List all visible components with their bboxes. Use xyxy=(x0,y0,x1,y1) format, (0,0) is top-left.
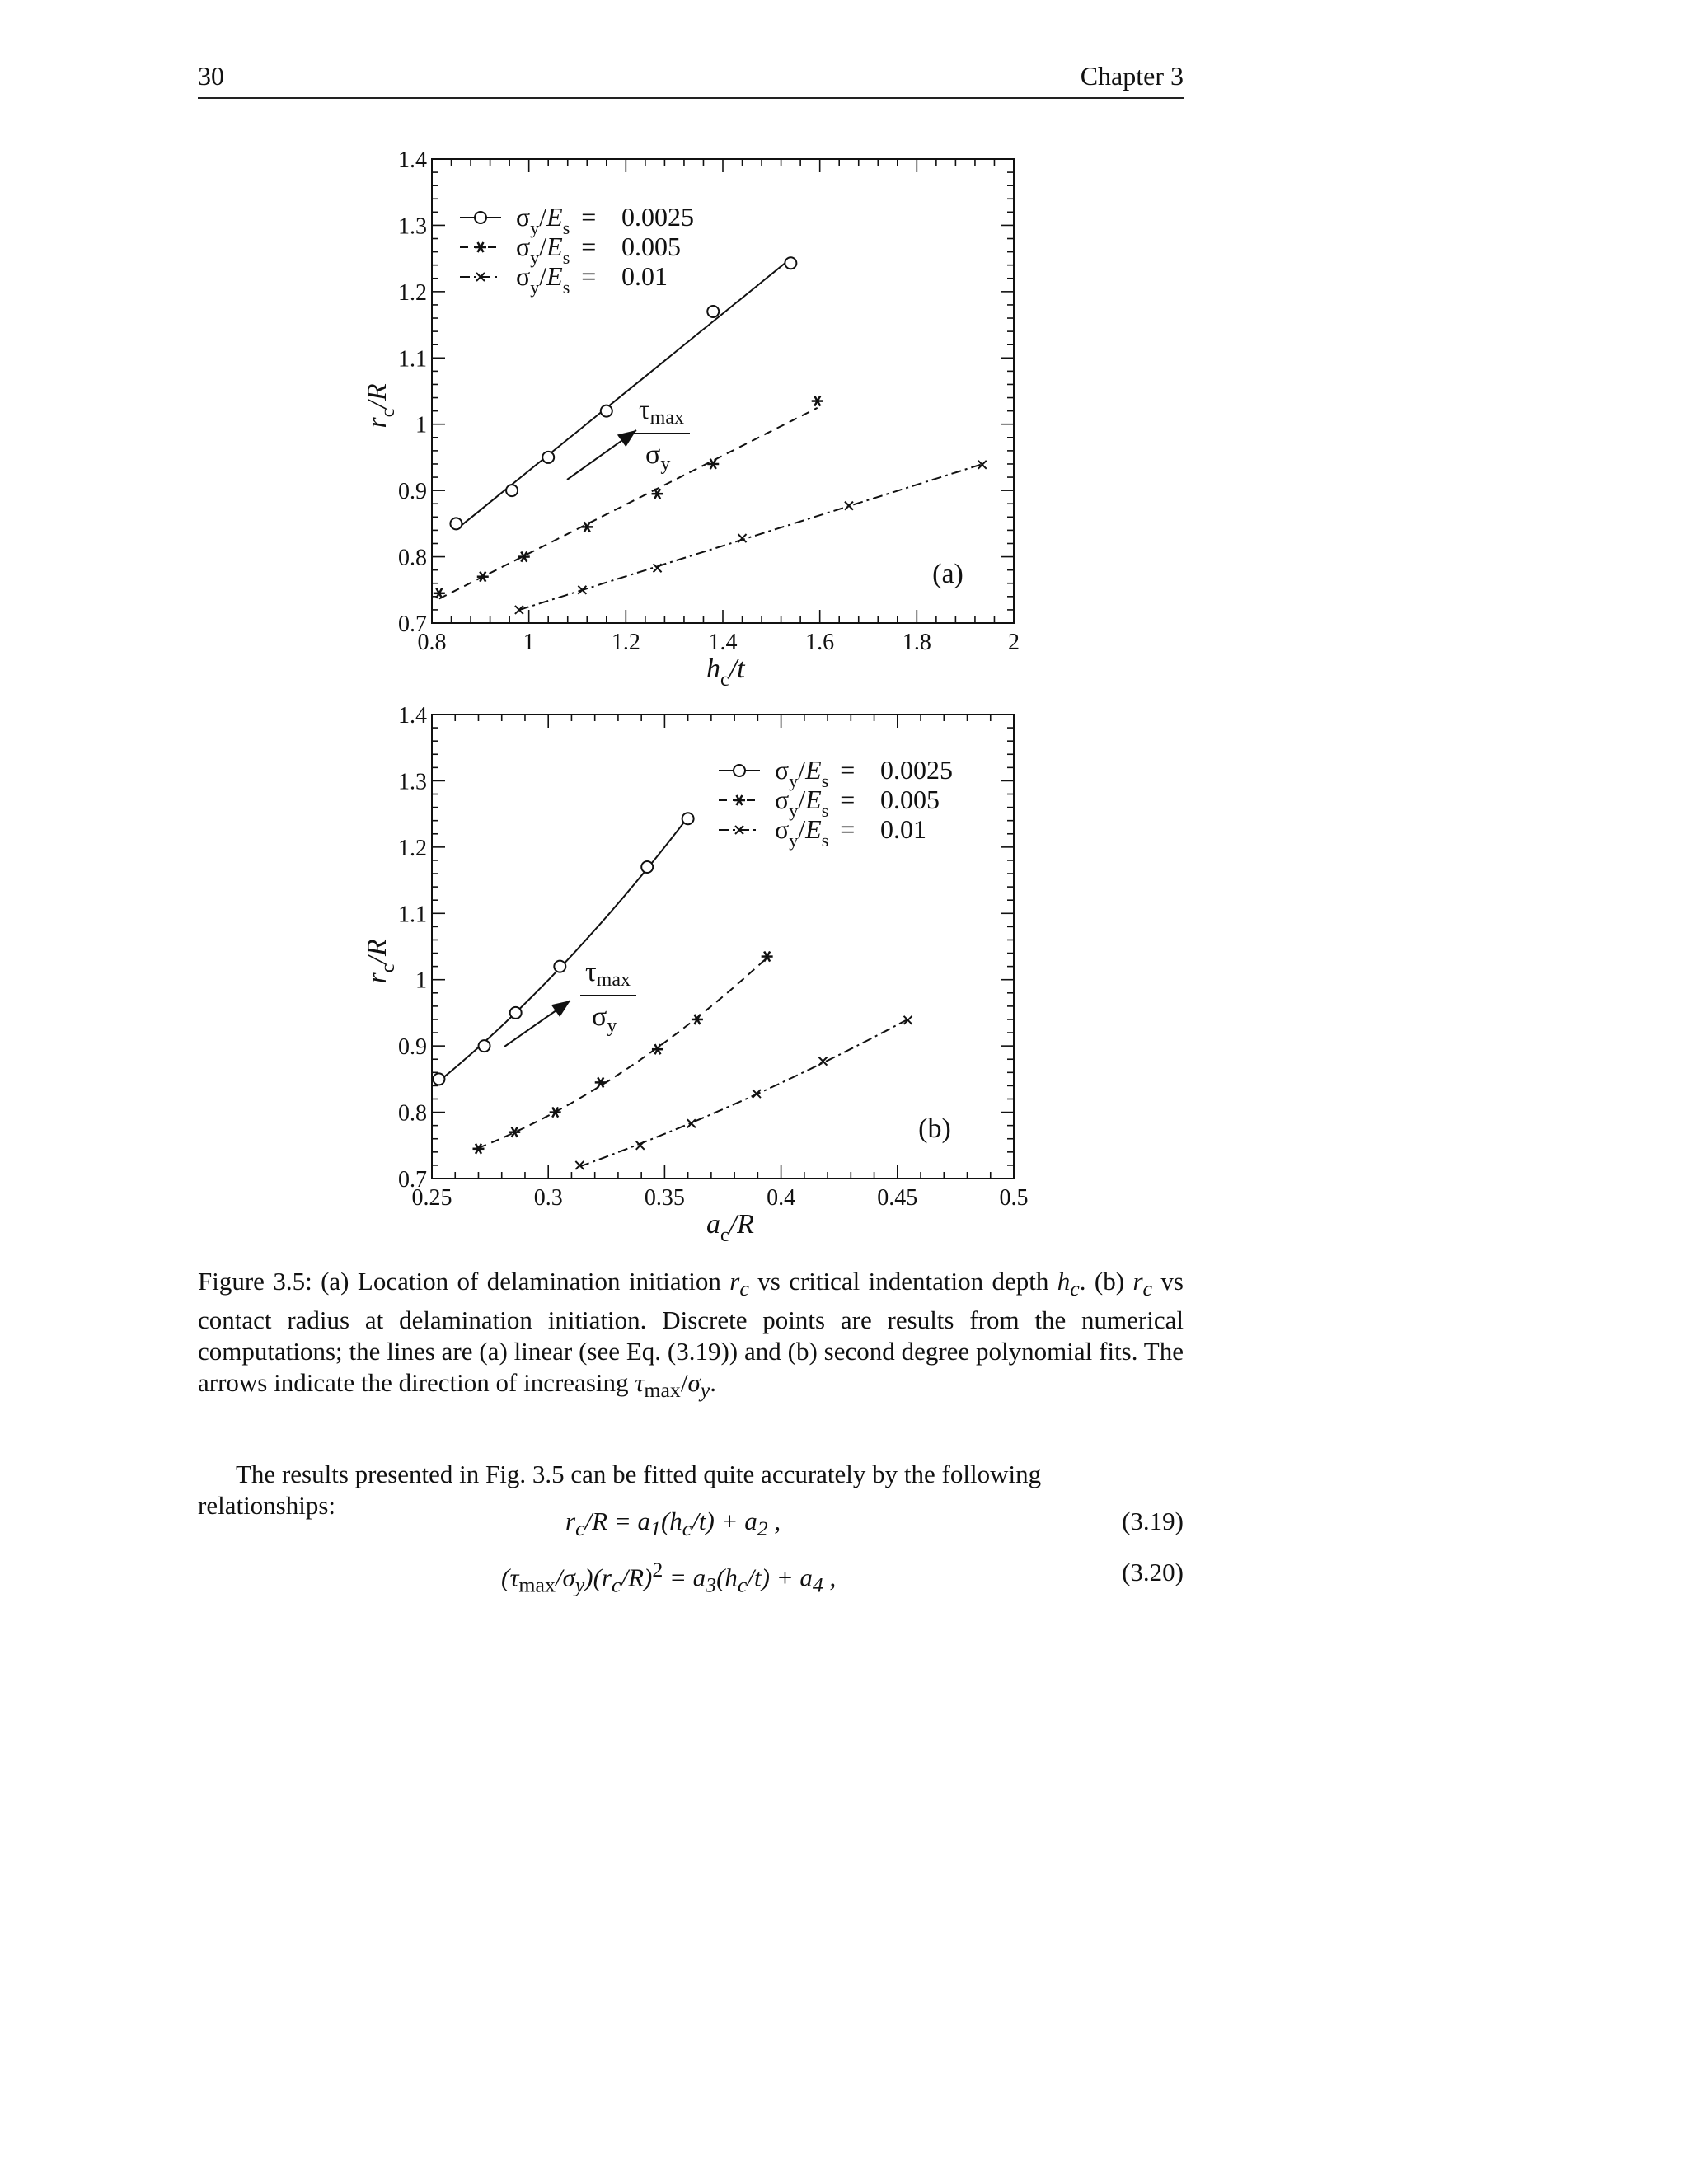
x-tick-label: 0.45 xyxy=(877,1185,918,1211)
data-point-circle xyxy=(682,813,694,824)
chapter-title: Chapter 3 xyxy=(1080,61,1184,91)
x-tick-label: 1.6 xyxy=(805,630,835,655)
caption-label: Figure 3.5: xyxy=(198,1267,312,1296)
legend-label: $\sigma_y/E_s$ = xyxy=(516,261,597,298)
data-point-star xyxy=(762,952,773,962)
y-tick-label: 1 xyxy=(415,968,427,994)
legend-value: 0.01 xyxy=(880,814,926,844)
y-tick-label: 1.3 xyxy=(398,213,427,240)
y-tick-label: 0.8 xyxy=(398,545,427,571)
y-tick-label: 0.9 xyxy=(398,479,427,505)
legend-label: $\sigma_y/E_s$ = xyxy=(516,232,597,268)
series-circle xyxy=(433,813,693,1085)
legend-label: $\sigma_y/E_s$ = xyxy=(516,202,597,238)
y-tick-label: 0.7 xyxy=(398,1167,427,1193)
x-tick-label: 0.5 xyxy=(999,1185,1029,1211)
equation-number: (3.20) xyxy=(1122,1558,1184,1586)
data-point-circle xyxy=(510,1007,522,1019)
data-point-circle xyxy=(554,961,565,972)
direction-arrow xyxy=(504,957,636,1047)
fit-line xyxy=(439,818,688,1081)
equation-3-20 xyxy=(198,1558,1184,1597)
legend xyxy=(719,755,953,851)
legend-label: $\sigma_y/E_s$ = xyxy=(775,755,856,791)
y-tick-label: 1.4 xyxy=(398,148,427,173)
x-tick-label: 0.8 xyxy=(417,630,447,655)
data-point-star xyxy=(472,1144,484,1154)
equation-expression: $r_c/R = a_1(h_c/t) + a_2$ , xyxy=(565,1507,781,1541)
data-point-circle xyxy=(734,765,745,776)
equation-expression: $(\tau_{max}/\sigma_y)(r_c/R)^2 = a_3(h_c/t) + a_4$ , xyxy=(501,1558,837,1597)
data-point-star xyxy=(595,1077,607,1087)
legend-value: 0.0025 xyxy=(621,202,694,232)
legend-label: $\sigma_y/E_s$ = xyxy=(775,814,856,851)
annotation-sigma: $\sigma_y$ xyxy=(592,1001,617,1037)
data-point-cross xyxy=(636,1141,645,1150)
x-tick-label: 1.8 xyxy=(902,630,931,655)
y-tick-label: 0.9 xyxy=(398,1034,427,1061)
x-tick-label: 0.4 xyxy=(767,1185,796,1211)
annotation-tau: τmax xyxy=(585,957,631,991)
y-tick-label: 1.3 xyxy=(398,769,427,795)
x-axis-label: $h_c/t$ xyxy=(706,654,745,691)
series-cross xyxy=(575,1016,912,1169)
data-point-circle xyxy=(479,1040,490,1052)
data-point-star xyxy=(734,795,745,805)
y-tick-label: 1.4 xyxy=(398,703,427,729)
body-paragraph: The results presented in Fig. 3.5 can be fitted quite accurately by the following relationships: xyxy=(198,1460,1042,1520)
arrow-head xyxy=(551,1001,570,1017)
y-tick-label: 1.2 xyxy=(398,835,427,861)
x-tick-label: 0.35 xyxy=(644,1185,685,1211)
x-tick-label: 0.3 xyxy=(533,1185,563,1211)
x-tick-label: 0.25 xyxy=(411,1185,452,1211)
data-point-star xyxy=(550,1108,561,1118)
legend-value: 0.005 xyxy=(621,232,681,261)
y-axis-label: $r_c/R$ xyxy=(362,383,399,429)
annotation-tau: τmax xyxy=(639,395,684,429)
data-point-star xyxy=(652,1044,663,1054)
y-tick-label: 0.7 xyxy=(398,612,427,637)
y-tick-label: 0.8 xyxy=(398,1100,427,1127)
equation-number: (3.19) xyxy=(1122,1507,1184,1535)
legend-value: 0.005 xyxy=(880,785,940,814)
data-point-circle xyxy=(641,861,653,873)
panel-label: (a) xyxy=(932,559,964,589)
y-tick-label: 1.1 xyxy=(398,902,427,928)
x-tick-label: 1 xyxy=(523,630,535,655)
annotation-sigma: $\sigma_y$ xyxy=(645,439,671,475)
x-axis-label: $a_c/R$ xyxy=(706,1209,754,1246)
y-tick-label: 1 xyxy=(415,412,427,438)
fit-line xyxy=(579,1019,907,1167)
y-axis-label: $r_c/R$ xyxy=(362,939,399,984)
legend-label: $\sigma_y/E_s$ = xyxy=(775,785,856,821)
y-tick-label: 1.2 xyxy=(398,279,427,306)
data-point-star xyxy=(692,1015,703,1024)
data-point-circle xyxy=(433,1073,444,1085)
y-tick-label: 1.1 xyxy=(398,346,427,373)
figure-caption: Figure 3.5: (a) Location of delamination initiation $r_c$ vs critical indentation depth $h_c$. (b) $r_c$ vs contact radius at delamination initiation. Discrete points are results from the numerical computations; the lines are (a) linear (see Eq. (3.19)) and (b) second degree polynomial fits. The arrows indicate the direction of increasing $\tau_{max}/\sigma_y$. xyxy=(198,1267,1184,1403)
data-point-star xyxy=(509,1127,520,1137)
equation-3-19 xyxy=(198,1507,1184,1543)
x-tick-label: 1.2 xyxy=(611,630,640,655)
x-tick-label: 1.4 xyxy=(708,630,738,655)
chart-group xyxy=(362,703,1029,1246)
legend-value: 0.01 xyxy=(621,261,668,291)
legend-value: 0.0025 xyxy=(880,755,953,785)
panel-label: (b) xyxy=(918,1113,951,1144)
x-tick-label: 2 xyxy=(1008,630,1020,655)
page-number: 30 xyxy=(198,61,224,91)
